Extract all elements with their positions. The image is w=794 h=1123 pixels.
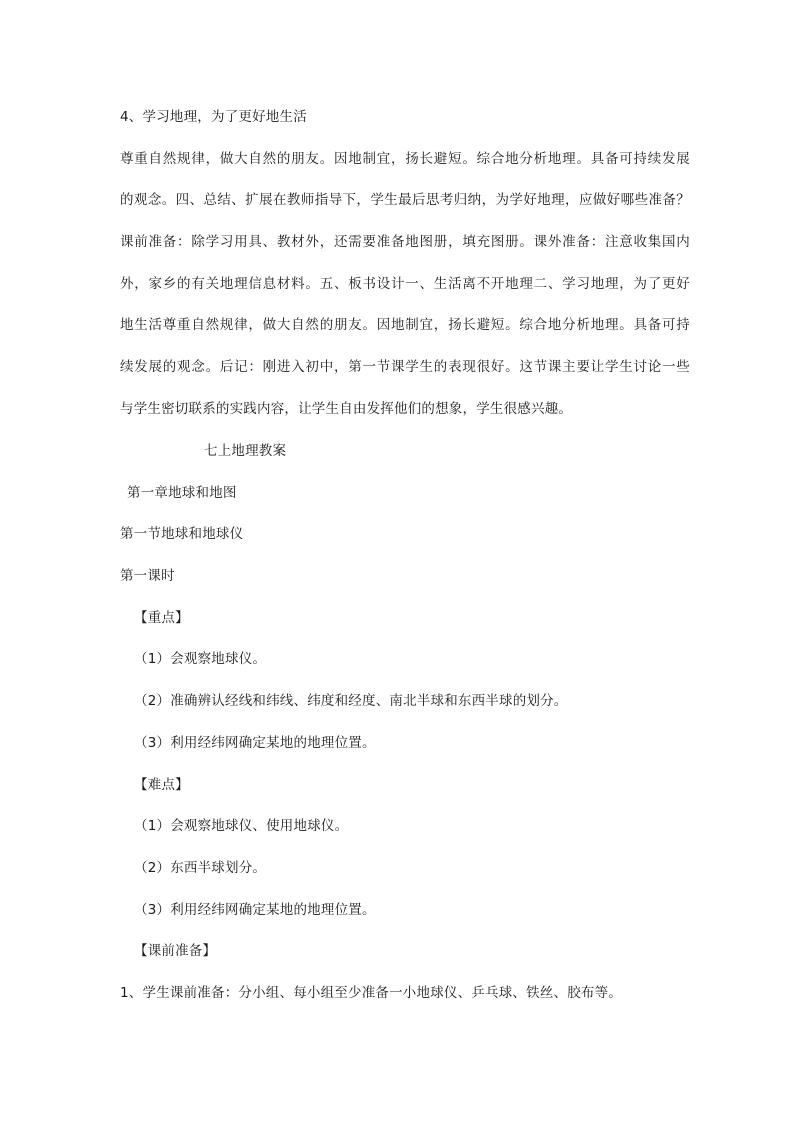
difficult-points-heading: 【难点】	[134, 777, 189, 793]
difficult-point-item-2: （2）东西半球划分。	[134, 860, 267, 876]
chapter-title: 第一章地球和地图	[127, 485, 237, 501]
heading-learn-geography: 4、学习地理，为了更好地生活	[120, 109, 307, 125]
difficult-point-item-1: （1）会观察地球仪、使用地球仪。	[134, 818, 349, 834]
preparation-heading: 【课前准备】	[134, 943, 217, 959]
paragraph-line-1: 尊重自然规律，做大自然的朋友。因地制宜，扬长避短。综合地分析地理。具备可持续发展	[120, 151, 690, 167]
preparation-item-1: 1、学生课前准备：分小组、每小组至少准备一小地球仪、乒乓球、铁丝、胶布等。	[120, 985, 622, 1001]
paragraph-line-7: 与学生密切联系的实践内容，让学生自由发挥他们的想象，学生很感兴趣。	[120, 401, 573, 417]
difficult-point-item-3: （3）利用经纬网确定某地的地理位置。	[134, 902, 376, 918]
key-points-heading: 【重点】	[134, 610, 189, 626]
lesson-title: 七上地理教案	[204, 443, 287, 459]
paragraph-line-6: 续发展的观念。后记：刚进入初中，第一节课学生的表现很好。这节课主要让学生讨论一些	[120, 359, 690, 375]
paragraph-line-2: 的观念。四、总结、扩展在教师指导下，学生最后思考归纳，为学好地理，应做好哪些准备？	[120, 192, 690, 208]
period-title: 第一课时	[120, 568, 175, 584]
paragraph-line-4: 外，家乡的有关地理信息材料。五、板书设计一、生活离不开地理二、学习地理，为了更好	[120, 276, 690, 292]
paragraph-line-3: 课前准备：除学习用具、教材外，还需要准备地图册，填充图册。课外准备：注意收集国内	[120, 234, 690, 250]
key-point-item-2: （2）准确辨认经线和纬线、纬度和经度、南北半球和东西半球的划分。	[134, 693, 568, 709]
paragraph-line-5: 地生活尊重自然规律，做大自然的朋友。因地制宜，扬长避短。综合地分析地理。具备可持	[120, 317, 690, 333]
key-point-item-3: （3）利用经纬网确定某地的地理位置。	[134, 735, 376, 751]
key-point-item-1: （1）会观察地球仪。	[134, 651, 267, 667]
section-title: 第一节地球和地球仪	[120, 526, 244, 542]
